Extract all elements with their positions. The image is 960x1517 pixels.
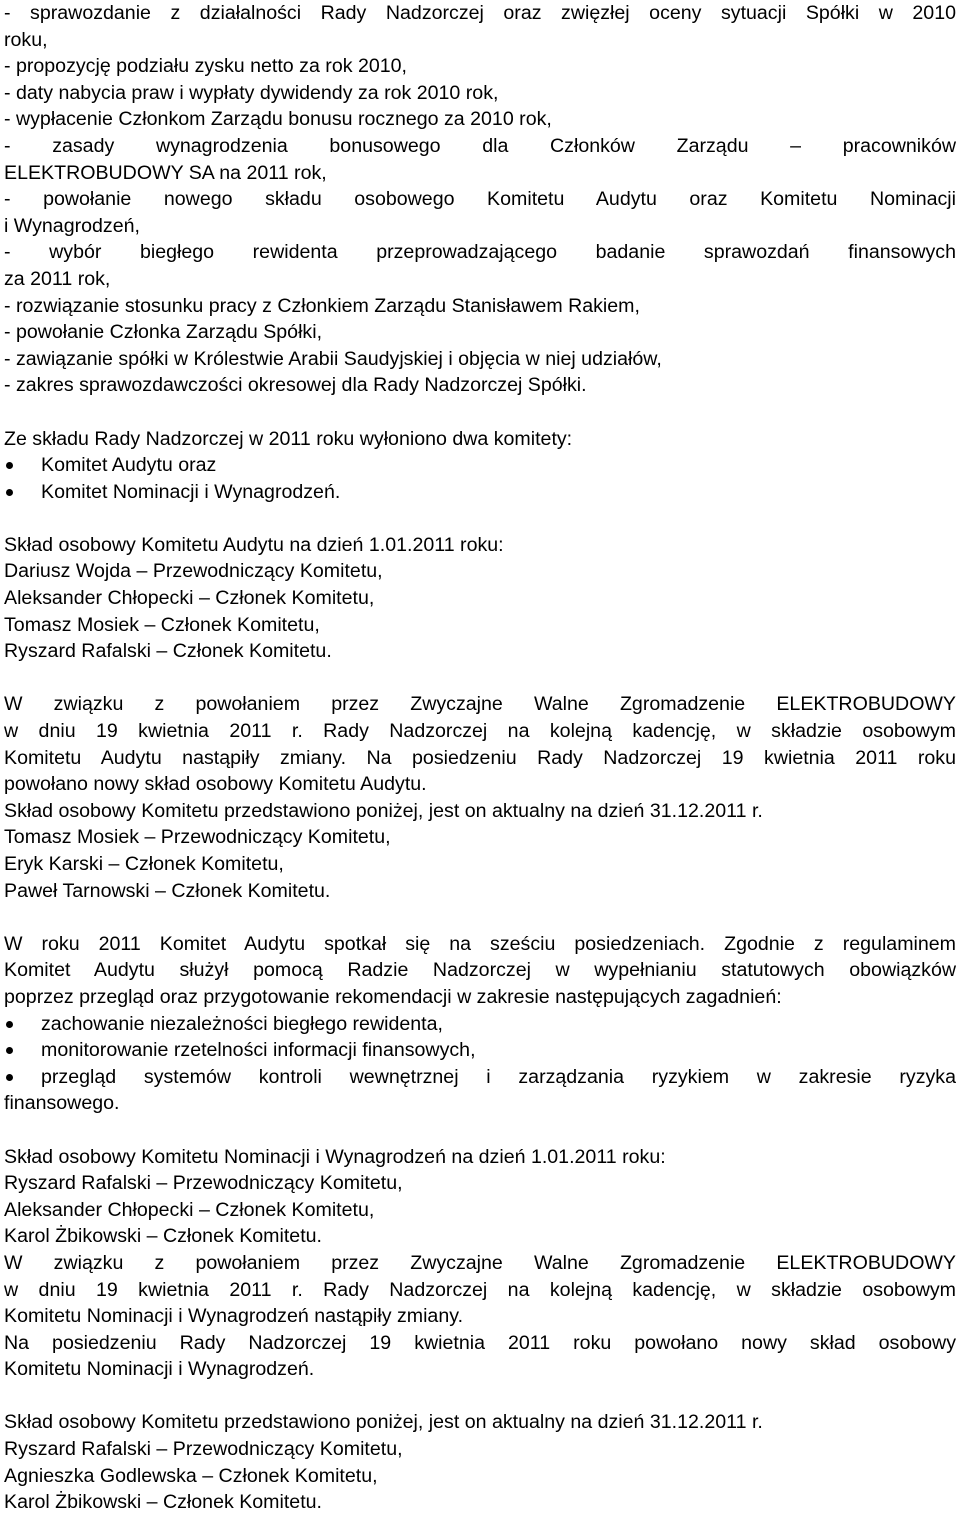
agenda-line: roku, [4,28,48,51]
committee-list-item [4,479,956,506]
audit-topic-item [4,1064,956,1091]
bullet-icon [6,1074,13,1081]
nomination-member: Ryszard Rafalski – Przewodniczący Komitetu, [4,1438,403,1461]
spacer [4,904,956,931]
document-page [4,0,956,1516]
audit-topic-continuation: finansowego. [4,1092,120,1115]
spacer [4,505,956,532]
committee-name: Komitet Audytu oraz [41,454,217,477]
agenda-line: - wybór biegłego rewidenta przeprowadzającego badanie sprawozdań finansowych [4,241,956,264]
nomination-change-line: Na posiedzeniu Rady Nadzorczej 19 kwietnia 2011 roku powołano nowy skład osobowy [4,1331,956,1354]
audit-topic: monitorowanie rzetelności informacji finansowych, [41,1039,476,1062]
audit-topic-item [4,1011,956,1038]
nomination-heading-start: Skład osobowy Komitetu Nominacji i Wynagrodzeń na dzień 1.01.2011 roku: [4,1145,666,1168]
audit-change-line: w dniu 19 kwietnia 2011 r. Rady Nadzorczej na kolejną kadencję, w składzie osobowym [4,720,956,743]
audit-member: Aleksander Chłopecki – Członek Komitetu, [4,587,375,610]
audit-member: Eryk Karski – Członek Komitetu, [4,853,284,875]
audit-change-line: powołano nowy skład osobowy Komitetu Audytu. [4,773,427,796]
audit-committee-section [4,532,956,1117]
audit-member: Ryszard Rafalski – Członek Komitetu. [4,640,332,663]
nomination-change-line: W związku z powołaniem przez Zwyczajne Walne Zgromadzenie ELEKTROBUDOWY [4,1251,956,1274]
agenda-line: - powołanie Członka Zarządu Spółki, [4,321,323,344]
audit-change-line: W związku z powołaniem przez Zwyczajne Walne Zgromadzenie ELEKTROBUDOWY [4,693,956,716]
committees-intro: Ze składu Rady Nadzorczej w 2011 roku wyłoniono dwa komitety: [4,427,573,450]
committee-list-item [4,452,956,479]
audit-heading-end: Skład osobowy Komitetu przedstawiono poniżej, jest on aktualny na dzień 31.12.2011 r. [4,799,763,822]
nomination-member: Karol Żbikowski – Członek Komitetu. [4,1225,322,1248]
agenda-line: - powołanie nowego składu osobowego Komitetu Audytu oraz Komitetu Nominacji [4,188,956,211]
audit-heading-start: Skład osobowy Komitetu Audytu na dzień 1.01.2011 roku: [4,533,504,556]
audit-topic-item [4,1037,956,1064]
agenda-line: - sprawozdanie z działalności Rady Nadzorczej oraz zwięzłej oceny sytuacji Spółki w 2010 [4,2,956,24]
agenda-line: - wypłacenie Członkom Zarządu bonusu rocznego za 2010 rok, [4,108,552,131]
bullet-icon [6,489,13,496]
nomination-change-line: Komitetu Nominacji i Wynagrodzeń. [4,1358,315,1381]
audit-change-line: Komitetu Audytu nastąpiły zmiany. Na posiedzeniu Rady Nadzorczej 19 kwietnia 2011 roku [4,746,956,769]
audit-member: Tomasz Mosiek – Przewodniczący Komitetu, [4,826,391,849]
agenda-list [4,0,956,399]
audit-member: Dariusz Wojda – Przewodniczący Komitetu, [4,560,383,583]
audit-topic: zachowanie niezależności biegłego rewidenta, [41,1012,443,1035]
nomination-change-line: Komitetu Nominacji i Wynagrodzeń nastąpiły zmiany. [4,1305,464,1328]
audit-member: Paweł Tarnowski – Członek Komitetu. [4,879,331,902]
bullet-icon [6,1047,13,1054]
agenda-line: i Wynagrodzeń, [4,214,140,237]
agenda-line: ELEKTROBUDOWY SA na 2011 rok, [4,161,327,184]
agenda-line: - daty nabycia praw i wypłaty dywidendy za rok 2010 rok, [4,81,499,104]
spacer [4,399,956,426]
agenda-line: za 2011 rok, [4,267,111,290]
nomination-member: Aleksander Chłopecki – Członek Komitetu, [4,1198,375,1221]
audit-meetings-line: W roku 2011 Komitet Audytu spotkał się na sześciu posiedzeniach. Zgodnie z regulaminem [4,932,956,955]
audit-meetings-line: poprzez przegląd oraz przygotowanie rekomendacji w zakresie następujących zagadnień: [4,985,782,1008]
nomination-committee-section [4,1144,956,1516]
spacer [4,1383,956,1410]
bullet-icon [6,462,13,469]
audit-topic: przegląd systemów kontroli wewnętrznej i zarządzania ryzykiem w zakresie ryzyka [41,1065,956,1088]
nomination-member: Karol Żbikowski – Członek Komitetu. [4,1491,322,1514]
committees-section [4,426,956,506]
audit-meetings-line: Komitet Audytu służył pomocą Radzie Nadzorczej w wypełnianiu statutowych obowiązków [4,959,956,982]
agenda-line: - rozwiązanie stosunku pracy z Członkiem Zarządu Stanisławem Rakiem, [4,294,640,317]
nomination-member: Agnieszka Godlewska – Członek Komitetu, [4,1464,378,1487]
nomination-change-line: w dniu 19 kwietnia 2011 r. Rady Nadzorczej na kolejną kadencję, w składzie osobowym [4,1278,956,1301]
agenda-line: - zakres sprawozdawczości okresowej dla Rady Nadzorczej Spółki. [4,374,587,397]
bullet-icon [6,1021,13,1028]
nomination-heading-end: Skład osobowy Komitetu przedstawiono poniżej, jest on aktualny na dzień 31.12.2011 r. [4,1411,763,1434]
agenda-line: - zasady wynagrodzenia bonusowego dla Członków Zarządu – pracowników [4,134,956,157]
committee-name: Komitet Nominacji i Wynagrodzeń. [41,480,341,503]
audit-member: Tomasz Mosiek – Członek Komitetu, [4,613,320,636]
spacer [4,665,956,692]
agenda-line: - zawiązanie spółki w Królestwie Arabii Saudyjskiej i objęcia w niej udziałów, [4,347,662,370]
nomination-member: Ryszard Rafalski – Przewodniczący Komitetu, [4,1172,403,1195]
agenda-line: - propozycję podziału zysku netto za rok 2010, [4,55,407,78]
spacer [4,1117,956,1144]
